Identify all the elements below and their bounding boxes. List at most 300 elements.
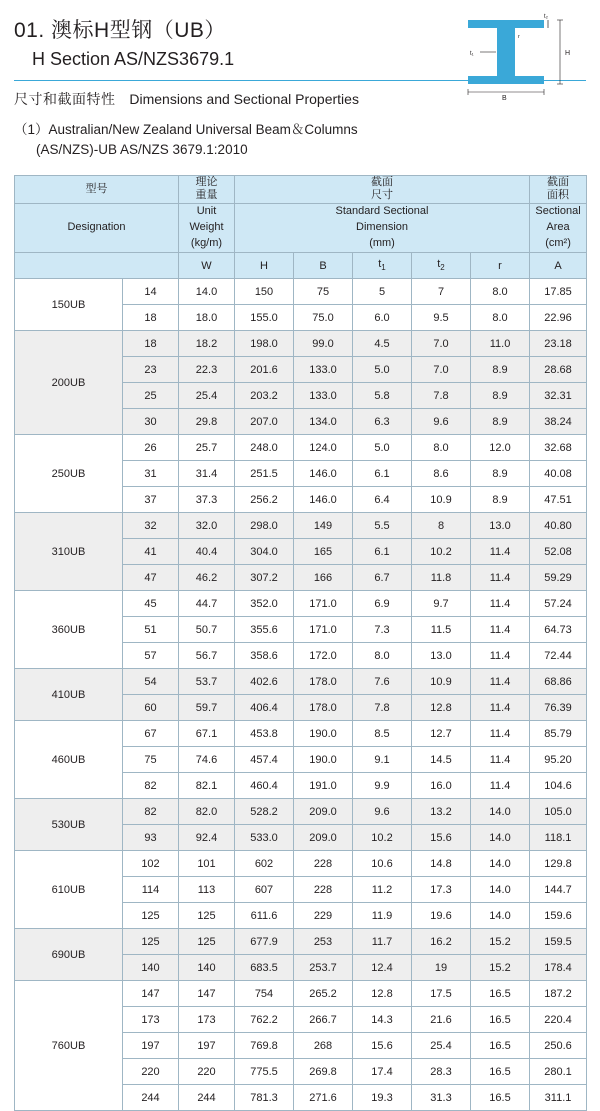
cell-width: 124.0 xyxy=(294,435,353,461)
table-row xyxy=(15,331,587,357)
cell-web-thickness: 12.8 xyxy=(353,981,412,1007)
cell-flange-thickness: 9.7 xyxy=(412,591,471,617)
cell-area: 22.96 xyxy=(530,305,587,331)
cell-height: 406.4 xyxy=(235,695,294,721)
header-weight-cn: 理论 重量 xyxy=(179,175,235,204)
cell-web-thickness: 19.3 xyxy=(353,1085,412,1111)
cell-area: 159.5 xyxy=(530,929,587,955)
cell-area: 17.85 xyxy=(530,279,587,305)
cell-radius: 14.0 xyxy=(471,851,530,877)
cell-flange-thickness: 10.2 xyxy=(412,539,471,565)
cell-width: 178.0 xyxy=(294,695,353,721)
table-row xyxy=(15,513,587,539)
cell-unit-weight: 31.4 xyxy=(179,461,235,487)
cell-designation: 690UB xyxy=(15,929,123,981)
cell-web-thickness: 5 xyxy=(353,279,412,305)
svg-text:r: r xyxy=(518,34,520,40)
cell-size: 147 xyxy=(123,981,179,1007)
cell-flange-thickness: 16.2 xyxy=(412,929,471,955)
cell-height: 358.6 xyxy=(235,643,294,669)
cell-unit-weight: 25.4 xyxy=(179,383,235,409)
cell-area: 159.6 xyxy=(530,903,587,929)
cell-flange-thickness: 12.7 xyxy=(412,721,471,747)
cell-web-thickness: 5.0 xyxy=(353,357,412,383)
cell-unit-weight: 59.7 xyxy=(179,695,235,721)
cell-width: 253 xyxy=(294,929,353,955)
cell-unit-weight: 140 xyxy=(179,955,235,981)
cell-web-thickness: 6.7 xyxy=(353,565,412,591)
cell-area: 23.18 xyxy=(530,331,587,357)
cell-area: 38.24 xyxy=(530,409,587,435)
cell-height: 602 xyxy=(235,851,294,877)
cell-unit-weight: 92.4 xyxy=(179,825,235,851)
cell-radius: 11.4 xyxy=(471,539,530,565)
cell-flange-thickness: 8.0 xyxy=(412,435,471,461)
cell-width: 172.0 xyxy=(294,643,353,669)
cell-unit-weight: 32.0 xyxy=(179,513,235,539)
cell-area: 118.1 xyxy=(530,825,587,851)
cell-width: 146.0 xyxy=(294,461,353,487)
cell-unit-weight: 197 xyxy=(179,1033,235,1059)
cell-web-thickness: 11.2 xyxy=(353,877,412,903)
cell-height: 533.0 xyxy=(235,825,294,851)
cell-area: 47.51 xyxy=(530,487,587,513)
cell-area: 311.1 xyxy=(530,1085,587,1111)
cell-area: 68.86 xyxy=(530,669,587,695)
cell-size: 25 xyxy=(123,383,179,409)
cell-web-thickness: 9.6 xyxy=(353,799,412,825)
cell-web-thickness: 6.4 xyxy=(353,487,412,513)
cell-size: 125 xyxy=(123,929,179,955)
cell-area: 72.44 xyxy=(530,643,587,669)
cell-size: 41 xyxy=(123,539,179,565)
svg-text:t₁: t₁ xyxy=(470,51,474,57)
cell-height: 352.0 xyxy=(235,591,294,617)
cell-size: 54 xyxy=(123,669,179,695)
cell-width: 190.0 xyxy=(294,747,353,773)
cell-area: 59.29 xyxy=(530,565,587,591)
cell-height: 198.0 xyxy=(235,331,294,357)
cell-width: 253.7 xyxy=(294,955,353,981)
cell-area: 52.08 xyxy=(530,539,587,565)
cell-flange-thickness: 11.8 xyxy=(412,565,471,591)
cell-width: 171.0 xyxy=(294,617,353,643)
cell-unit-weight: 147 xyxy=(179,981,235,1007)
header-weight-en: Unit Weight (kg/m) xyxy=(179,204,235,253)
cell-radius: 11.4 xyxy=(471,773,530,799)
cell-height: 355.6 xyxy=(235,617,294,643)
cell-unit-weight: 113 xyxy=(179,877,235,903)
cell-size: 82 xyxy=(123,773,179,799)
cell-height: 298.0 xyxy=(235,513,294,539)
cell-size: 140 xyxy=(123,955,179,981)
cell-width: 269.8 xyxy=(294,1059,353,1085)
title-chinese: 澳标H型钢（UB） xyxy=(51,19,226,42)
cell-height: 207.0 xyxy=(235,409,294,435)
page-header xyxy=(14,0,586,161)
cell-width: 146.0 xyxy=(294,487,353,513)
header-area-en: Sectional Area (cm²) xyxy=(530,204,587,253)
cell-unit-weight: 18.0 xyxy=(179,305,235,331)
cell-height: 402.6 xyxy=(235,669,294,695)
cell-web-thickness: 7.6 xyxy=(353,669,412,695)
cell-web-thickness: 6.0 xyxy=(353,305,412,331)
header-area-cn: 截面 面积 xyxy=(530,175,587,204)
cell-flange-thickness: 17.3 xyxy=(412,877,471,903)
header-symbol-b: B xyxy=(294,253,353,279)
header-symbol-a: A xyxy=(530,253,587,279)
header-symbol-t1: $t_1$ xyxy=(353,253,412,279)
cell-size: 93 xyxy=(123,825,179,851)
cell-radius: 12.0 xyxy=(471,435,530,461)
cell-width: 165 xyxy=(294,539,353,565)
cell-web-thickness: 5.5 xyxy=(353,513,412,539)
cell-size: 26 xyxy=(123,435,179,461)
cell-unit-weight: 40.4 xyxy=(179,539,235,565)
cell-size: 125 xyxy=(123,903,179,929)
cell-flange-thickness: 7.0 xyxy=(412,357,471,383)
cell-radius: 16.5 xyxy=(471,981,530,1007)
cell-area: 32.31 xyxy=(530,383,587,409)
cell-size: 102 xyxy=(123,851,179,877)
table-body xyxy=(15,279,587,1111)
cell-radius: 15.2 xyxy=(471,955,530,981)
table-row xyxy=(15,721,587,747)
cell-web-thickness: 17.4 xyxy=(353,1059,412,1085)
cell-web-thickness: 5.8 xyxy=(353,383,412,409)
cell-unit-weight: 82.1 xyxy=(179,773,235,799)
cell-width: 75 xyxy=(294,279,353,305)
cell-width: 75.0 xyxy=(294,305,353,331)
cell-web-thickness: 10.6 xyxy=(353,851,412,877)
cell-radius: 8.9 xyxy=(471,461,530,487)
svg-text:t₂: t₂ xyxy=(544,14,548,20)
header-symbol-blank xyxy=(15,253,179,279)
cell-flange-thickness: 28.3 xyxy=(412,1059,471,1085)
cell-designation: 530UB xyxy=(15,799,123,851)
standard-note-line2: (AS/NZS)-UB AS/NZS 3679.1:2010 xyxy=(36,142,248,158)
cell-size: 173 xyxy=(123,1007,179,1033)
cell-designation: 360UB xyxy=(15,591,123,669)
cell-radius: 11.4 xyxy=(471,747,530,773)
cell-web-thickness: 9.9 xyxy=(353,773,412,799)
table-header-chinese xyxy=(15,175,587,204)
cell-area: 220.4 xyxy=(530,1007,587,1033)
cell-web-thickness: 6.3 xyxy=(353,409,412,435)
cell-width: 228 xyxy=(294,851,353,877)
cell-radius: 13.0 xyxy=(471,513,530,539)
cell-radius: 11.4 xyxy=(471,669,530,695)
cell-flange-thickness: 14.8 xyxy=(412,851,471,877)
table-row xyxy=(15,851,587,877)
cell-height: 762.2 xyxy=(235,1007,294,1033)
cell-area: 76.39 xyxy=(530,695,587,721)
table-row xyxy=(15,669,587,695)
cell-unit-weight: 82.0 xyxy=(179,799,235,825)
subtitle-english: Dimensions and Sectional Properties xyxy=(129,90,359,107)
cell-unit-weight: 44.7 xyxy=(179,591,235,617)
cell-unit-weight: 18.2 xyxy=(179,331,235,357)
cell-height: 775.5 xyxy=(235,1059,294,1085)
cell-width: 190.0 xyxy=(294,721,353,747)
cell-height: 307.2 xyxy=(235,565,294,591)
cell-width: 149 xyxy=(294,513,353,539)
cell-flange-thickness: 25.4 xyxy=(412,1033,471,1059)
h-beam-diagram xyxy=(440,8,580,100)
cell-radius: 8.9 xyxy=(471,487,530,513)
cell-size: 60 xyxy=(123,695,179,721)
cell-height: 683.5 xyxy=(235,955,294,981)
table-row xyxy=(15,435,587,461)
cell-web-thickness: 9.1 xyxy=(353,747,412,773)
cell-radius: 11.4 xyxy=(471,617,530,643)
cell-web-thickness: 4.5 xyxy=(353,331,412,357)
cell-width: 99.0 xyxy=(294,331,353,357)
cell-radius: 11.4 xyxy=(471,695,530,721)
header-designation-cn: 型号 xyxy=(15,175,179,204)
cell-flange-thickness: 21.6 xyxy=(412,1007,471,1033)
cell-radius: 11.0 xyxy=(471,331,530,357)
cell-web-thickness: 7.3 xyxy=(353,617,412,643)
cell-height: 453.8 xyxy=(235,721,294,747)
header-designation-en: Designation xyxy=(15,204,179,253)
cell-size: 82 xyxy=(123,799,179,825)
cell-web-thickness: 11.7 xyxy=(353,929,412,955)
cell-radius: 16.5 xyxy=(471,1059,530,1085)
cell-size: 51 xyxy=(123,617,179,643)
cell-unit-weight: 37.3 xyxy=(179,487,235,513)
cell-unit-weight: 101 xyxy=(179,851,235,877)
cell-unit-weight: 67.1 xyxy=(179,721,235,747)
cell-width: 266.7 xyxy=(294,1007,353,1033)
cell-web-thickness: 15.6 xyxy=(353,1033,412,1059)
cell-unit-weight: 220 xyxy=(179,1059,235,1085)
header-symbol-w: W xyxy=(179,253,235,279)
cell-unit-weight: 125 xyxy=(179,903,235,929)
cell-radius: 8.0 xyxy=(471,305,530,331)
title-number: 01. xyxy=(14,19,45,42)
svg-text:H: H xyxy=(565,50,571,57)
cell-flange-thickness: 19 xyxy=(412,955,471,981)
cell-flange-thickness: 31.3 xyxy=(412,1085,471,1111)
cell-height: 251.5 xyxy=(235,461,294,487)
cell-unit-weight: 74.6 xyxy=(179,747,235,773)
cell-height: 201.6 xyxy=(235,357,294,383)
table-header-english xyxy=(15,204,587,253)
cell-web-thickness: 14.3 xyxy=(353,1007,412,1033)
cell-radius: 8.0 xyxy=(471,279,530,305)
table-row xyxy=(15,929,587,955)
cell-area: 178.4 xyxy=(530,955,587,981)
cell-width: 271.6 xyxy=(294,1085,353,1111)
cell-width: 133.0 xyxy=(294,383,353,409)
cell-size: 197 xyxy=(123,1033,179,1059)
cell-designation: 410UB xyxy=(15,669,123,721)
cell-web-thickness: 7.8 xyxy=(353,695,412,721)
dimensions-table xyxy=(14,175,587,1111)
table-row xyxy=(15,981,587,1007)
cell-height: 528.2 xyxy=(235,799,294,825)
cell-height: 203.2 xyxy=(235,383,294,409)
cell-flange-thickness: 17.5 xyxy=(412,981,471,1007)
table-row xyxy=(15,591,587,617)
cell-height: 304.0 xyxy=(235,539,294,565)
cell-web-thickness: 8.5 xyxy=(353,721,412,747)
cell-web-thickness: 5.0 xyxy=(353,435,412,461)
cell-area: 104.6 xyxy=(530,773,587,799)
cell-flange-thickness: 7 xyxy=(412,279,471,305)
cell-unit-weight: 46.2 xyxy=(179,565,235,591)
header-symbol-h: H xyxy=(235,253,294,279)
cell-radius: 8.9 xyxy=(471,409,530,435)
table-row xyxy=(15,279,587,305)
cell-flange-thickness: 9.6 xyxy=(412,409,471,435)
cell-radius: 16.5 xyxy=(471,1085,530,1111)
cell-radius: 11.4 xyxy=(471,591,530,617)
cell-width: 228 xyxy=(294,877,353,903)
cell-size: 47 xyxy=(123,565,179,591)
cell-radius: 11.4 xyxy=(471,721,530,747)
cell-web-thickness: 6.1 xyxy=(353,461,412,487)
cell-unit-weight: 56.7 xyxy=(179,643,235,669)
cell-radius: 15.2 xyxy=(471,929,530,955)
cell-height: 150 xyxy=(235,279,294,305)
cell-size: 67 xyxy=(123,721,179,747)
cell-height: 781.3 xyxy=(235,1085,294,1111)
cell-size: 32 xyxy=(123,513,179,539)
cell-height: 769.8 xyxy=(235,1033,294,1059)
cell-area: 40.08 xyxy=(530,461,587,487)
cell-area: 85.79 xyxy=(530,721,587,747)
cell-height: 457.4 xyxy=(235,747,294,773)
cell-flange-thickness: 13.0 xyxy=(412,643,471,669)
cell-flange-thickness: 10.9 xyxy=(412,487,471,513)
cell-width: 268 xyxy=(294,1033,353,1059)
cell-radius: 11.4 xyxy=(471,565,530,591)
cell-designation: 460UB xyxy=(15,721,123,799)
cell-area: 40.80 xyxy=(530,513,587,539)
cell-height: 460.4 xyxy=(235,773,294,799)
cell-radius: 14.0 xyxy=(471,825,530,851)
cell-web-thickness: 10.2 xyxy=(353,825,412,851)
cell-width: 133.0 xyxy=(294,357,353,383)
cell-width: 209.0 xyxy=(294,799,353,825)
cell-flange-thickness: 11.5 xyxy=(412,617,471,643)
cell-unit-weight: 14.0 xyxy=(179,279,235,305)
header-symbol-r: r xyxy=(471,253,530,279)
cell-flange-thickness: 13.2 xyxy=(412,799,471,825)
cell-size: 57 xyxy=(123,643,179,669)
cell-radius: 8.9 xyxy=(471,357,530,383)
cell-web-thickness: 6.1 xyxy=(353,539,412,565)
standard-note xyxy=(14,120,586,161)
cell-web-thickness: 6.9 xyxy=(353,591,412,617)
cell-size: 37 xyxy=(123,487,179,513)
cell-area: 250.6 xyxy=(530,1033,587,1059)
cell-designation: 760UB xyxy=(15,981,123,1111)
cell-size: 75 xyxy=(123,747,179,773)
cell-flange-thickness: 19.6 xyxy=(412,903,471,929)
standard-note-line1: （1）Australian/New Zealand Universal Beam＆Columns xyxy=(14,122,358,138)
title-english: H Section AS/NZS3679.1 xyxy=(32,49,235,70)
cell-width: 171.0 xyxy=(294,591,353,617)
cell-web-thickness: 11.9 xyxy=(353,903,412,929)
cell-height: 677.9 xyxy=(235,929,294,955)
cell-size: 14 xyxy=(123,279,179,305)
cell-unit-weight: 29.8 xyxy=(179,409,235,435)
cell-flange-thickness: 16.0 xyxy=(412,773,471,799)
cell-designation: 150UB xyxy=(15,279,123,331)
cell-height: 256.2 xyxy=(235,487,294,513)
cell-height: 754 xyxy=(235,981,294,1007)
cell-unit-weight: 125 xyxy=(179,929,235,955)
cell-unit-weight: 22.3 xyxy=(179,357,235,383)
cell-radius: 8.9 xyxy=(471,383,530,409)
header-symbol-t2: $t_2$ xyxy=(412,253,471,279)
cell-unit-weight: 50.7 xyxy=(179,617,235,643)
cell-area: 105.0 xyxy=(530,799,587,825)
header-dimension-cn: 截面 尺寸 xyxy=(235,175,530,204)
cell-height: 607 xyxy=(235,877,294,903)
cell-area: 95.20 xyxy=(530,747,587,773)
cell-unit-weight: 173 xyxy=(179,1007,235,1033)
cell-designation: 610UB xyxy=(15,851,123,929)
cell-flange-thickness: 12.8 xyxy=(412,695,471,721)
table-row xyxy=(15,799,587,825)
cell-unit-weight: 53.7 xyxy=(179,669,235,695)
cell-height: 248.0 xyxy=(235,435,294,461)
cell-web-thickness: 12.4 xyxy=(353,955,412,981)
cell-size: 18 xyxy=(123,305,179,331)
cell-flange-thickness: 15.6 xyxy=(412,825,471,851)
cell-size: 23 xyxy=(123,357,179,383)
cell-area: 32.68 xyxy=(530,435,587,461)
cell-radius: 16.5 xyxy=(471,1033,530,1059)
cell-flange-thickness: 9.5 xyxy=(412,305,471,331)
cell-area: 144.7 xyxy=(530,877,587,903)
cell-width: 209.0 xyxy=(294,825,353,851)
cell-flange-thickness: 14.5 xyxy=(412,747,471,773)
cell-area: 57.24 xyxy=(530,591,587,617)
h-beam-svg xyxy=(440,8,580,100)
cell-flange-thickness: 7.8 xyxy=(412,383,471,409)
cell-size: 220 xyxy=(123,1059,179,1085)
cell-size: 31 xyxy=(123,461,179,487)
header-dimension-en: Standard Sectional Dimension (mm) xyxy=(235,204,530,253)
cell-width: 134.0 xyxy=(294,409,353,435)
svg-text:B: B xyxy=(502,95,507,100)
cell-width: 265.2 xyxy=(294,981,353,1007)
cell-area: 64.73 xyxy=(530,617,587,643)
cell-radius: 11.4 xyxy=(471,643,530,669)
cell-area: 187.2 xyxy=(530,981,587,1007)
cell-size: 30 xyxy=(123,409,179,435)
cell-designation: 250UB xyxy=(15,435,123,513)
cell-width: 178.0 xyxy=(294,669,353,695)
cell-unit-weight: 25.7 xyxy=(179,435,235,461)
cell-flange-thickness: 8 xyxy=(412,513,471,539)
cell-height: 611.6 xyxy=(235,903,294,929)
cell-size: 114 xyxy=(123,877,179,903)
subtitle-chinese: 尺寸和截面特性 xyxy=(14,90,116,107)
cell-radius: 14.0 xyxy=(471,903,530,929)
cell-area: 28.68 xyxy=(530,357,587,383)
cell-size: 45 xyxy=(123,591,179,617)
cell-size: 18 xyxy=(123,331,179,357)
cell-area: 280.1 xyxy=(530,1059,587,1085)
table-header-symbols xyxy=(15,253,587,279)
cell-area: 129.8 xyxy=(530,851,587,877)
